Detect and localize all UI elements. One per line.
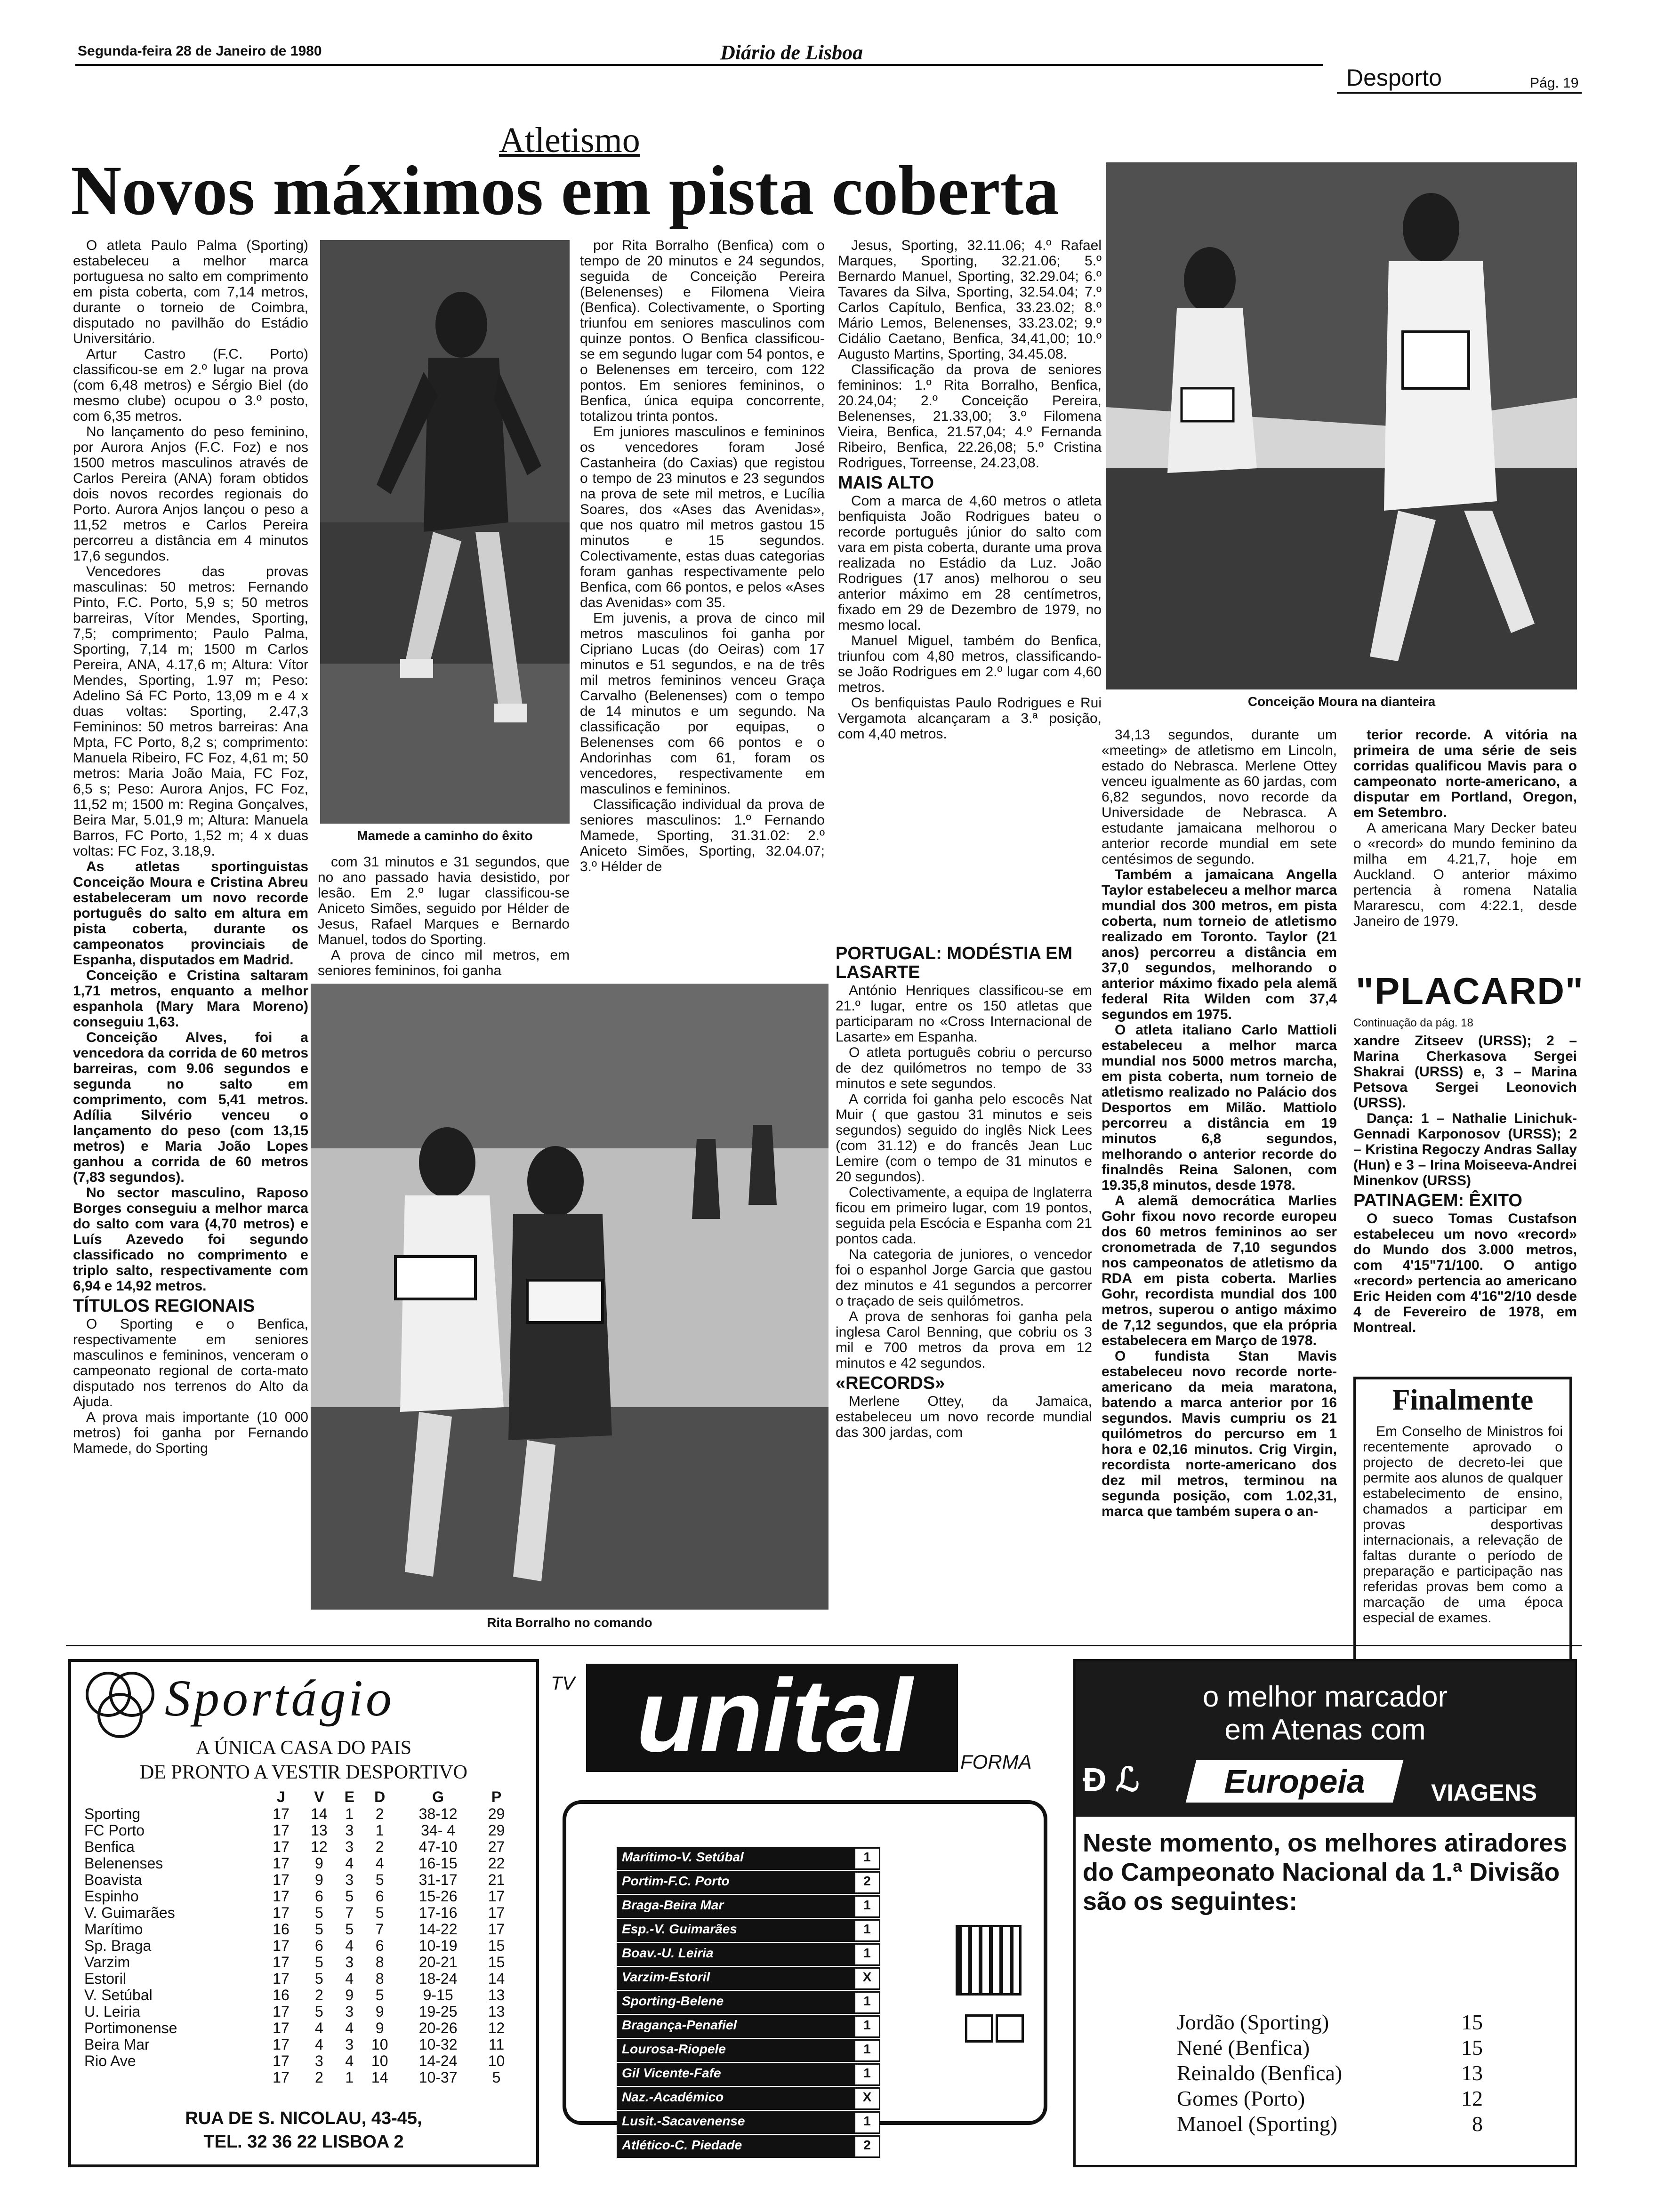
sportagio-brand: Sportágio [165, 1669, 394, 1727]
pools-result: 1 [855, 2113, 879, 2132]
caption-rita: Rita Borralho no comando [487, 1615, 652, 1630]
league-table-row: Varzim 17 5 3 8 20-21 15 [84, 1954, 505, 1971]
page-number: Pág. 19 [1530, 75, 1579, 91]
photo-conceicao-moura [1106, 162, 1577, 689]
scorer-name: Gomes (Porto) [1177, 2086, 1305, 2110]
article-kicker: Atletismo [499, 120, 640, 160]
pools-result: 1 [855, 1945, 879, 1964]
pools-result: 1 [855, 1849, 879, 1868]
scorer-name: Nené (Benfica) [1177, 2036, 1310, 2060]
league-table-row: Estoril 17 5 4 8 18-24 14 [84, 1970, 505, 1987]
pools-result: 1 [855, 2017, 879, 2036]
pools-match: Braga-Beira Mar [618, 1897, 855, 1916]
pools-row [617, 1895, 880, 1918]
article-column-3: por Rita Borralho (Benfica) com o tempo de 20 minutos e 24 segundos, seguida de Conceição Pereira (Belenenses) e Filomena Vieira (Benfica). Colectivamente, o Sporting triunfou em seniores masculinos com quinze pontos. O Benfica classificou-se em segundo lugar com 54 pontos, e o Belenenses em terceiro, com 122 pontos. Em seniores femininos, o Benfica, única equipa concorrente, totalizou trinta pontos. Em juniores masculinos e femininos os vencedores foram José Castanheira (do Caxias) que registou o tempo de 23 minutos e 23 segundos na prova de sete mil metros, e Lucília Soares, dos «Ases das Avenidas», que nos quatro mil metros gastou 15 minutos e 15 segundos. Colectivamente, estas duas categorias foram ganhas respectivamente pelo Benfica, com 66 pontos, e pelos «Ases das Avenidas» com 35. Em juvenis, a prova de cinco mil metros masculinos foi ganha por Cipriano Lucas (do Oeiras) com 17 minutos e 51 segundos, e na de três mil metros femininos venceu Graça Carvalho (Belenenses) com o tempo de 14 minutos e um segundo. Na classificação por equipas, o Belenenses com 66 pontos e o Andorinhas com 61, foram os vencedores, respectivamente em masculinos e femininos. Classificação individual da prova de seniores masculinos: 1.º Fernando Mamede, Sporting, 31.31.02: 2.º Aniceto Simões, Sporting, 32.04.07; 3.º Hélder de [580, 238, 825, 874]
pools-row [617, 1943, 880, 1966]
league-table-row: U. Leiria 17 5 3 9 19-25 13 [84, 2003, 505, 2020]
scorer-name: Reinaldo (Benfica) [1177, 2061, 1343, 2085]
scorer-row [1177, 2010, 1483, 2035]
pools-match: Varzim-Estoril [618, 1969, 855, 1988]
league-table-row: Belenenses 17 9 4 4 16-15 22 [84, 1855, 505, 1872]
subhead-mais-alto: MAIS ALTO [838, 473, 934, 493]
pools-result: 1 [855, 1897, 879, 1916]
pools-match: Lourosa-Riopele [618, 2041, 855, 2060]
subhead-portugal: PORTUGAL: MODÉSTIA EM LASARTE [836, 944, 1073, 982]
article-column-4: Jesus, Sporting, 32.11.06; 4.º Rafael Marques, Sporting, 32.21.06; 5.º Bernardo Manuel, Sporting, 32.29.04; 6.º Tavares da Silva, Sporting, 32.54.04; 7.º Carlos Capítulo, Benfica, 33.23.02; 8.º Mário Lemos, Belenenses, 33.23.02; 9.º Cidálio Caetano, Benfica, 34,41,00; 10.º Augusto Martins, Sporting, 34.45.08. Classificação da prova de seniores femininos: 1.º Rita Borralho, Benfica, 20.24,04; 2.º Conceição Pereira, Belenenses, 21.33,00; 3.º Filomena Vieira, Benfica, 21.57,04; 4.º Fernanda Ribeiro, Benfica, 22.26,08; 5.º Cristina Rodrigues, Torreense, 24.23,08. MAIS ALTO Com a marca de 4,60 metros o atleta benfiquista João Rodrigues bateu o recorde português júnior do salto com vara em pista coberta, durante uma prova realizada no Estádio da Luz. João Rodrigues (17 anos) melhorou o seu anterior máximo em 28 centímetros, fixado em 29 de Dezembro de 1979, no mesmo local. Manuel Miguel, também do Benfica, triunfou com 4,80 metros, classificando-se João Rodrigues em 2.º lugar com 4,60 metros. Os benfiquistas Paulo Rodrigues e Rui Vergamota alcançaram a 3.ª posição, com 4,40 metros. [838, 238, 1102, 742]
pools-result: 1 [855, 1993, 879, 2012]
europeia-line-1: o melhor marcador [1202, 1681, 1448, 1713]
pools-result: 2 [855, 2137, 879, 2156]
pools-row [617, 1919, 880, 1942]
pools-row [617, 1991, 880, 2014]
pools-match: Gil Vicente-Fafe [618, 2065, 855, 2084]
scorer-goals: 15 [1461, 2010, 1483, 2034]
sportagio-tagline-2: DE PRONTO A VESTIR DESPORTIVO [139, 1762, 467, 1783]
unital-tv: TV [551, 1673, 575, 1694]
article-column-2: com 31 minutos e 31 segundos, que no ano passado havia desistido, por lesão. Em 2.º lugar classificou-se Aniceto Simões, seguido por Hélder de Jesus, Rafael Marques e Bernardo Manuel, todos do Sporting. A prova de cinco mil metros, em seniores femininos, foi ganha [318, 854, 570, 978]
photo-rita-borralho [311, 984, 828, 1610]
placard-body: xandre Zitseev (URSS); 2 – Marina Cherkasova Sergei Shakrai (URSS) e, 3 – Marina Petsova Sergei Leonovich (URSS). Dança: 1 – Nathalie Linichuk-Gennadi Karponosov (URSS); 2 – Kristina Regoczy Andras Sallay (Hun) e 3 – Irina Moiseeva-Andrei Minenkov (URSS) PATINAGEM: ÊXITO O sueco Tomas Custafson estabeleceu um novo «record» do Mundo dos 3.000 metros, com 4'15"71/100. O antigo «record» pertencia ao americano Eric Heiden com 4'16"2/10 desde 4 de Fevereiro de 1978, em Montreal. [1353, 1033, 1577, 1335]
scorer-name: Jordão (Sporting) [1177, 2010, 1329, 2034]
league-table-row: Sporting 17 14 1 2 38-12 29 [84, 1805, 505, 1822]
finalmente-body: Em Conselho de Ministros foi recentemente aprovado o projecto de decreto-lei que permite aos alunos de qualquer estabelecimento de ensino, chamados a participar em provas desportivas internacionais, a relevação de faltas durante o período de preparação e participação nas referidas provas bem como a marcação de uma época especial de exames. [1363, 1424, 1563, 1626]
article-column-4-lower: PORTUGAL: MODÉSTIA EM LASARTE António Henriques classificou-se em 21.º lugar, entre os 150 atletas que participaram no «Cross Internacional de Lasarte» em Espanha. O atleta português cobriu o percurso de dez quilómetros no tempo de 33 minutos e sete segundos. A corrida foi ganha pelo escocês Nat Muir ( que gastou 31 minutos e seis segundos) seguido do inglês Nick Lees (com 31.12) e do francês Jean Luc Lemire (com o tempo de 31 minutos e 20 segundos). Colectivamente, a equipa de Inglaterra ficou em primeiro lugar, com 19 pontos, seguida pela Escócia e Espanha com 21 pontos cada. Na categoria de juniores, o vencedor foi o espanhol Jorge Garcia que gastou dez minutos e 41 segundos a percorrer o traçado de seis quilómetros. A prova de senhoras foi ganha pela inglesa Carol Benning, que cobriu os 3 mil e 700 metros da prova em 12 minutos e 42 segundos. «RECORDS» Merlene Ottey, da Jamaica, estabeleceu um novo recorde mundial das 300 jardas, com [836, 944, 1092, 1440]
league-table-row: Boavista 17 9 3 5 31-17 21 [84, 1871, 505, 1888]
league-table-header: J V E D G P [277, 1788, 502, 1805]
subhead-patinagem: PATINAGEM: ÊXITO [1353, 1191, 1522, 1210]
ads-separator [66, 1645, 1582, 1646]
tv-knob [965, 2014, 993, 2043]
league-table-row: Beira Mar 17 4 3 10 10-32 11 [84, 2036, 505, 2053]
league-table-row: Portimonense 17 4 4 9 20-26 12 [84, 2020, 505, 2036]
scorer-name: Manoel (Sporting) [1177, 2112, 1338, 2136]
pools-row [617, 2135, 880, 2158]
league-table [82, 1788, 515, 2086]
europeia-brand: Europeia [1224, 1763, 1365, 1800]
pools-result: 1 [855, 2041, 879, 2060]
pools-row [617, 1871, 880, 1894]
league-table-row: Sp. Braga 17 6 4 6 10-19 15 [84, 1937, 505, 1954]
league-table-row: Benfica 17 12 3 2 47-10 27 [84, 1838, 505, 1855]
pools-row [617, 2039, 880, 2062]
section-name: Desporto [1346, 64, 1442, 91]
pools-row [617, 2063, 880, 2086]
scorer-goals: 15 [1461, 2036, 1483, 2060]
pools-match: Sporting-Belene [618, 1993, 855, 2012]
finalmente-title: Finalmente [1392, 1384, 1534, 1416]
pools-match: Esp.-V. Guimarães [618, 1921, 855, 1940]
header-rule [75, 64, 1323, 66]
scorer-row [1177, 2035, 1483, 2060]
pools-row [617, 1847, 880, 1870]
placard-continuation: Continuação da pág. 18 [1353, 1017, 1473, 1029]
pools-list [617, 1847, 880, 2159]
caption-mamede: Mamede a caminho do êxito [357, 828, 533, 843]
pools-match: Bragança-Penafiel [618, 2017, 855, 2036]
europeia-logo-mark: Ð ℒ [1083, 1761, 1140, 1798]
placard-title: "PLACARD" [1356, 970, 1584, 1012]
europeia-viagens: VIAGENS [1431, 1779, 1537, 1806]
pools-result: X [855, 2089, 879, 2108]
league-table-row: 17 2 1 14 10-37 5 [273, 2069, 501, 2086]
scorers-list [1177, 2010, 1483, 2137]
tv-speaker-grille [956, 1925, 1022, 1996]
europeia-intro: Neste momento, os melhores atiradores do Campeonato Nacional da 1.ª Divisão são os seguintes: [1083, 1829, 1568, 1915]
article-column-6: terior recorde. A vitória na primeira de uma série de seis corridas qualificou Mavis para o campeonato norte-americano, a disputar em Portland, Oregon, em Setembro. A americana Mary Decker bateu o «record» do mundo feminino da milha em 4.21,7, hoje em Auckland. O anterior máximo pertencia à romena Natalia Mararescu, com 4:22.1, desde Janeiro de 1979. [1353, 727, 1577, 929]
scorer-goals: 13 [1461, 2061, 1483, 2085]
unital-forma: FORMA [960, 1751, 1032, 1773]
league-table-row: V. Guimarães 17 5 7 5 17-16 17 [84, 1904, 505, 1921]
article-headline: Novos máximos em pista coberta [71, 152, 1059, 230]
header-date: Segunda-feira 28 de Janeiro de 1980 [78, 43, 322, 59]
subhead-records: «RECORDS» [836, 1373, 945, 1393]
league-table-row: Marítimo 16 5 5 7 14-22 17 [84, 1921, 505, 1938]
scorer-goals: 12 [1461, 2086, 1483, 2110]
pools-match: Portim-F.C. Porto [618, 1873, 855, 1892]
article-column-1: O atleta Paulo Palma (Sporting) estabeleceu a melhor marca portuguesa no salto em comprimento em pista coberta, com 7,14 metros, durante o torneio de Coimbra, disputado no pavilhão do Estádio Universitário. Artur Castro (F.C. Porto) classificou-se em 2.º lugar na prova (com 6,48 metros) e Sérgio Biel (do mesmo clube) ocupou o 3.º posto, com 6,35 metros. No lançamento do peso feminino, por Aurora Anjos (F.C. Foz) e nos 1500 metros masculinos através de Carlos Pereira (ANA) foram obtidos dois novos recordes regionais do Porto. Aurora Anjos lançou o peso a 11,52 metros e Carlos Pereira percorreu a distância em 4 minutos 17,6 segundos. Vencedores das provas masculinas: 50 metros: Fernando Pinto, F.C. Porto, 5,9 s; 50 metros barreiras, Vítor Mendes, Sporting, 7,5; comprimento; Paulo Palma, Sporting, 7,14 m; 1500 m Carlos Pereira, ANA, 4.17,6 m; Altura: Vítor Mendes, Sporting, 1.97 m; Peso: Adelino Sá FC Porto, 13,09 m e 4 x duas voltas: Sporting, 2.47,3 Femininos: 50 metros barreiras: Ana Mpta, FC Porto, 8,2 s; comprimento: Manuela Ribeiro, FC Foz, 4,61 m; 50 metros: Maria João Maia, FC Foz, 6,5 s; Peso: Aurora Anjos, FC Foz, 11,52 m; 1500 m: Regina Gonçalves, Beira Mar, 5.01,9 m; Altura: Manuela Barros, FC Porto, 1,52 m; 4 x duas voltas: FC Foz, 3.18,9. As atletas sportinguistas Conceição Moura e Cristina Abreu estabeleceram um novo recorde português do salto em altura em pista coberta, durante os campeonatos provinciais de Espanha, disputados em Madrid. Conceição e Cristina saltaram 1,71 metros, enquanto a melhor espanhola (Mary Mara Moreno) conseguiu 1,63. Conceição Alves, foi a vencedora da corrida de 60 metros barreiras, com 9.06 segundos e segunda no salto em comprimento, com 5,41 metros. Adília Silvério venceu o lançamento do peso (com 13,15 metros) e Maria João Lopes ganhou a corrida de 60 metros (7,83 segundos). No sector masculino, Raposo Borges conseguiu a melhor marca do salto com vara (4,70 metros) e Luís Azevedo foi segundo classificado no comprimento e triplo salto, respectivamente com 6,94 e 14,92 metros. TÍTULOS REGIONAIS O Sporting e o Benfica, respectivamente em seniores masculinos e femininos, venceram o campeonato regional de corta-mato disputado nos terrenos do Alto da Ajuda. A prova mais importante (10 000 metros) foi ganha por Fernando Mamede, do Sporting [73, 238, 308, 1456]
sportagio-phone: TEL. 32 36 22 LISBOA 2 [203, 2132, 404, 2152]
europeia-line-2: em Atenas com [1224, 1714, 1426, 1746]
league-table-row: V. Setúbal 16 2 9 5 9-15 13 [84, 1987, 505, 2004]
article-column-5: 34,13 segundos, durante um «meeting» de atletismo em Lincoln, estado do Nebrasca. Merlene Ottey venceu igualmente as 60 jardas, com 6,82 segundos, novo recorde da Universidade de Nebrasca. A estudante jamaicana melhorou o anterior recorde mundial em sete centésimos de segundo. Também a jamaicana Angella Taylor estabeleceu a melhor marca mundial dos 300 metros, em pista coberta, num torneio de atletismo realizado em Toronto. Taylor (21 anos) percorreu a distância em 37,0 segundos, melhorando o anterior máximo fixado pela alemã federal Rita Wilden com 37,4 segundos em 1975. O atleta italiano Carlo Mattioli estabeleceu a melhor marca mundial nos 5000 metros marcha, em pista coberta, num torneio de atletismo realizado no Palácio dos Desportos em Milão. Mattiolo percorreu a distância em 19 minutos 6,8 segundos, melhorando o anterior recorde do finalndês Reina Salonen, com 19.35,8 minutos, desde 1978. A alemã democrática Marlies Gohr fixou novo recorde europeu dos 60 metros femininos ao ser cronometrada de 7,10 segundos nos campeonatos de atletismo da RDA em pista coberta. Marlies Gohr, recordista mundial dos 100 metros, superou o antigo máximo de 7,12 segundos, que ela própria estabelecera em Março de 1978. O fundista Stan Mavis estabeleceu novo recorde norte-americano da meia maratona, batendo a marca anterior por 16 segundos. Mavis cumpriu os 21 quilómetros do percurso em 1 hora e 02,16 minutos. Crig Virgin, recordista norte-americano dos dez mil metros, terminou na segunda posição, com 1.02,31, marca que também supera o an- [1102, 727, 1337, 1519]
scorer-row [1177, 2111, 1483, 2137]
pools-result: 1 [855, 2065, 879, 2084]
pools-result: 2 [855, 1873, 879, 1892]
pools-row [617, 1967, 880, 1990]
pools-result: 1 [855, 1921, 879, 1940]
header-rule-right [1337, 92, 1582, 94]
photo-mamede [320, 240, 570, 824]
unital-brand: unital [636, 1658, 913, 1773]
masthead: Diário de Lisboa [720, 41, 863, 64]
pools-result: X [855, 1969, 879, 1988]
scorer-row [1177, 2086, 1483, 2111]
sportagio-logo-icon [80, 1668, 160, 1739]
league-table-row: Rio Ave 17 3 4 10 14-24 10 [84, 2052, 505, 2069]
sportagio-address: RUA DE S. NICOLAU, 43-45, [185, 2108, 422, 2128]
league-table-row: FC Porto 17 13 3 1 34- 4 29 [84, 1822, 505, 1839]
pools-match: Marítimo-V. Setúbal [618, 1849, 855, 1868]
caption-moura: Conceição Moura na dianteira [1247, 694, 1436, 709]
pools-match: Naz.-Académico [618, 2089, 855, 2108]
league-table-row: Espinho 17 6 5 6 15-26 17 [84, 1888, 505, 1905]
pools-row [617, 2015, 880, 2038]
subhead-titulos: TÍTULOS REGIONAIS [73, 1296, 255, 1316]
tv-knob [996, 2014, 1024, 2043]
pools-row [617, 2087, 880, 2110]
scorer-row [1177, 2060, 1483, 2086]
pools-row [617, 2111, 880, 2134]
scorer-goals: 8 [1472, 2112, 1483, 2136]
pools-match: Atlético-C. Piedade [618, 2137, 855, 2156]
pools-match: Boav.-U. Leiria [618, 1945, 855, 1964]
sportagio-tagline-1: A ÚNICA CASA DO PAIS [195, 1737, 412, 1759]
pools-match: Lusit.-Sacavenense [618, 2113, 855, 2132]
